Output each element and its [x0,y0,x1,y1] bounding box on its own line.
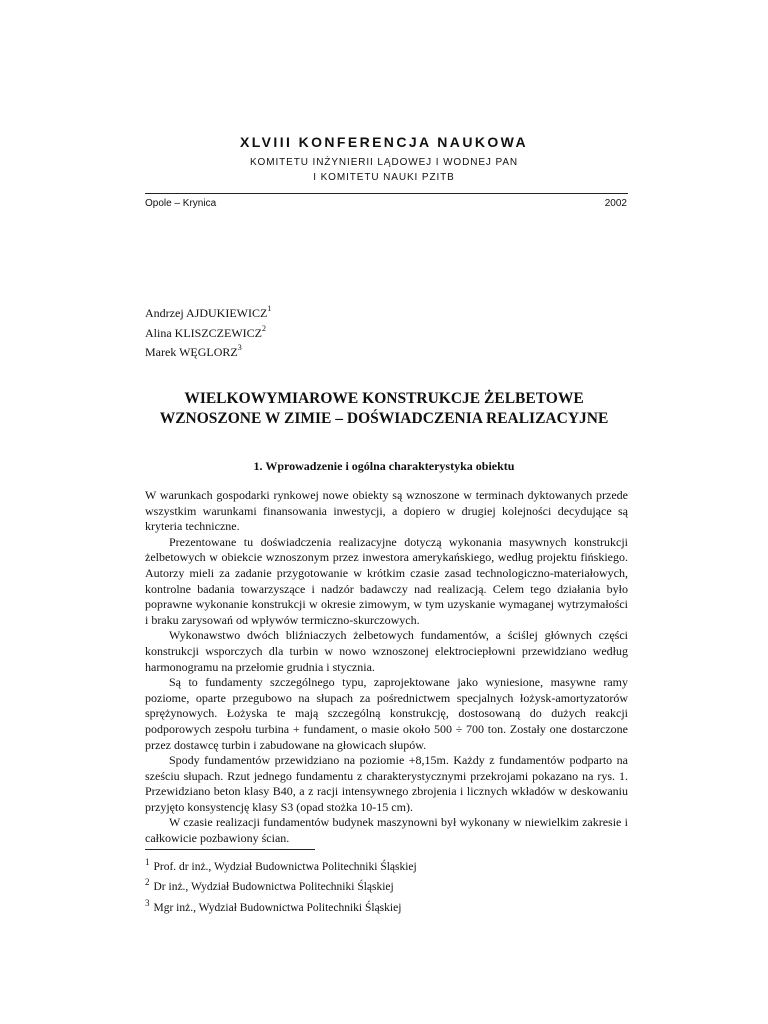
footnote [145,875,417,895]
author-entry [145,341,271,361]
footnote-text: Mgr inż., Wydział Budownictwa Politechniki Śląskiej [153,901,402,914]
author-entry [145,302,271,322]
conference-subtitle-line1: KOMITETU INŻYNIERII LĄDOWEJ I WODNEJ PAN [249,157,519,168]
author-name: Andrzej AJDUKIEWICZ [145,306,268,320]
author-name: Alina KLISZCZEWICZ [145,325,262,340]
conference-location: Opole – Krynica [145,198,217,209]
conference-subtitle-line2: I KOMITETU NAUKI PZITB [313,172,455,183]
footnote-mark: 1 [145,857,150,867]
body-paragraph: W czasie realizacji fundamentów budynek maszynowni był wykonany w niewielkim zakresie i całkowicie pozbawiony ścian. [145,815,628,846]
author-footnote-mark: 1 [267,304,272,313]
footnote [145,896,417,916]
author-list [145,302,271,361]
conference-year: 2002 [604,198,627,209]
footnotes [145,855,417,916]
footnote-divider [145,849,315,850]
footnote-text: Dr inż., Wydział Budownictwa Politechniki Śląskiej [153,881,394,894]
body-paragraph: Wykonawstwo dwóch bliźniaczych żelbetowych fundamentów, a ściślej głównych części konstrukcji wsporczych dla turbin w nowo wznoszonej elektrociepłowni przewidziano według harmonogramu na przełomie grudnia i stycznia. [145,628,628,674]
footnote [145,855,417,875]
body-paragraph: Prezentowane tu doświadczenia realizacyjne dotyczą wykonania masywnych konstrukcji żelbetowych w obiekcie wznoszonym przez inwestora amerykańskiego, według projektu fińskiego. Autorzy mieli za zadanie przygotowanie w krótkim czasie zasad technologiczno-materiałowych, kontrolne badania towarzyszące i nadzór badawczy nad realizacją. Celem tego działania było poprawne wykonanie konstrukcji w okresie zimowym, w tym uzyskanie wymaganej wytrzymałości i braku zarysowań od wpływów termiczno-skurczowych. [145,534,628,627]
author-footnote-mark: 2 [261,323,266,333]
paper-title-line2: WZNOSZONE W ZIMIE – DOŚWIADCZENIA REALIZACYJNE [159,410,609,427]
header-divider [145,193,628,194]
body-paragraph: W warunkach gospodarki rynkowej nowe obiekty są wznoszone w terminach dyktowanych przede wszystkim warunkami finansowania inwestycji, a dopiero w drugiej kolejności decydujące są kryteria techniczne. [145,488,628,534]
paper-title [0,389,768,429]
footnote-text: Prof. dr inż., Wydział Budownictwa Politechniki Śląskiej [153,860,417,873]
author-footnote-mark: 3 [237,343,242,352]
body-text [145,488,628,847]
author-name: Marek WĘGLORZ [145,345,238,359]
author-entry [145,322,271,342]
footnote-mark: 2 [145,877,150,888]
body-paragraph: Spody fundamentów przewidziano na poziomie +8,15m. Każdy z fundamentów podparto na sześciu słupach. Rzut jednego fundamentu z charakterystycznymi przekrojami pokazano na rys. 1. Przewidziano beton klasy B40, a z racji intensywnego zbrojenia i licznych wkładów w deskowaniu przyjęto konsystencję klasy S3 (opad stożka 10-15 cm). [145,753,628,814]
conference-title: XLVIII KONFERENCJA NAUKOWA [240,134,528,150]
footnote-mark: 3 [145,897,150,908]
body-paragraph: Są to fundamenty szczególnego typu, zaprojektowane jako wyniesione, masywne ramy poziome, oparte przegubowo na słupach za pośrednictwem specjalnych łożysk-amortyzatorów sprężynowych. Łożyska te mają szczególną konstrukcję, dostosowaną do dużych reakcji podporowych zespołu turbina + fundament, o masie około 500 ÷ 700 ton. Zostały one dostarczone przez dostawcę turbin i zabudowane na głowicach słupów. [145,675,628,752]
section-heading: 1. Wprowadzenie i ogólna charakterystyka obiektu [253,459,515,473]
paper-title-line1: WIELKOWYMIAROWE KONSTRUKCJE ŻELBETOWE [184,390,584,407]
